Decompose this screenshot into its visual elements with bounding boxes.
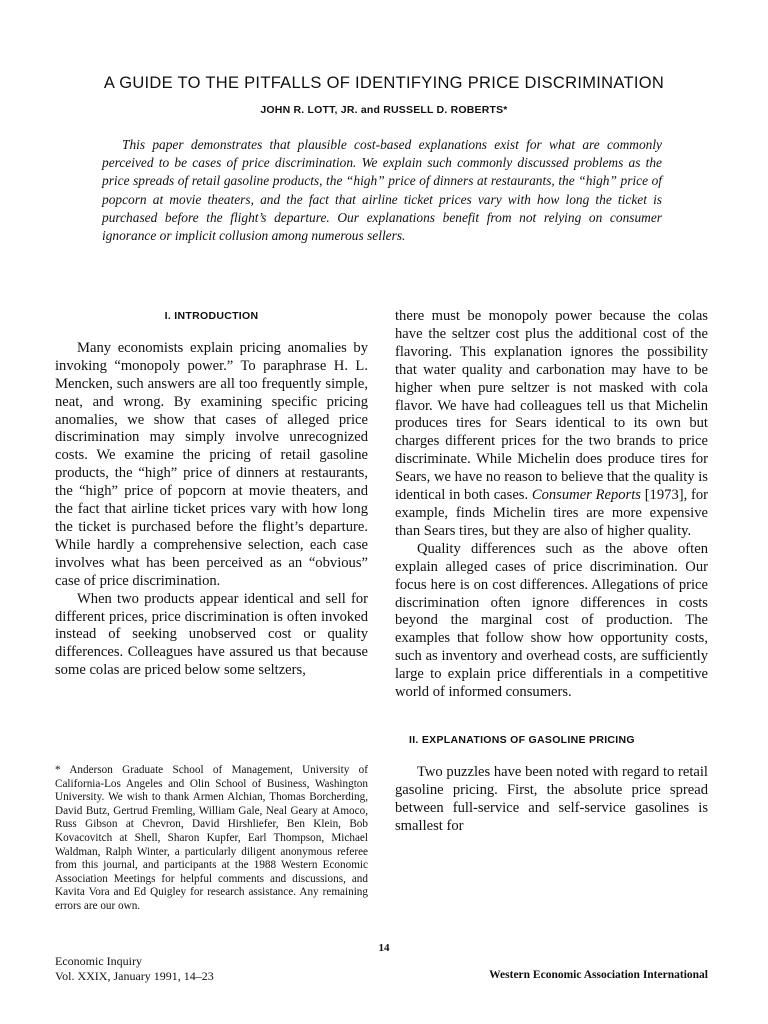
section-heading-introduction: I. INTRODUCTION [164,310,259,322]
publisher-name: Western Economic Association International [489,969,708,981]
page-number: 14 [378,942,390,954]
intro-paragraph-3 [395,308,708,541]
intro-paragraph-3-text-a: there must be monopoly power because the colas have the seltzer cost plus the additional cost of the flavoring. This explanation ignores the possibility that water quality and carbonation may have to be higher when pure seltzer is not masked with cola flavor. We have had colleagues tell us that Michelin produces tires for Sears identical to its own but charges different prices for the two brands to price discriminate. While Michelin does produce tires for Sears, we have no reason to believe that the quality is identical in both cases. [395,308,708,504]
gasoline-paragraph-1: Two puzzles have been noted with regard to retail gasoline pricing. First, the absolute price spread between full-service and self-service gasolines is smallest for [395,763,708,834]
intro-paragraph-1: Many economists explain pricing anomalies by invoking “monopoly power.” To paraphrase H. L. Mencken, such answers are all too frequently simple, neat, and wrong. By examining specific pricing anomalies, we show that cases of alleged price discrimination may simply involve unrecognized costs. We examine the pricing of retail gasoline products, the “high” price of dinners at restaurants, the “high” price of popcorn at movie theaters, and the fact that airline ticket prices vary with how long the ticket is purchased before the flight’s departure. While hardly a comprehensive selection, each case involves what has been perceived as an “obvious” case of price discrimination. [55,339,368,589]
abstract-text: This paper demonstrates that plausible cost-based explanations exist for what are commonly perceived to be cases of price discrimination. We explain such commonly discussed problems as the price spreads of retail gasoline products, the “high” price of dinners at restaurants, the “high” price of popcorn at movie theaters, and the fact that airline ticket prices vary with how long the ticket is purchased before the flight’s departure. Our explanations benefit from not relying on consumer ignorance or implicit collusion among numerous sellers. [102,137,662,244]
paper-title: A GUIDE TO THE PITFALLS OF IDENTIFYING PRICE DISCRIMINATION [103,74,665,92]
intro-paragraph-3-text-b: [1973], for example, finds Michelin tires are more expensive than Sears tires, but they are also of higher quality. [395,487,708,539]
right-column [395,308,708,835]
paper-authors: JOHN R. LOTT, JR. and RUSSELL D. ROBERTS* [260,104,508,116]
author-footnote: * Anderson Graduate School of Management, University of California-Los Angeles and Olin School of Business, Washington University. We wish to thank Armen Alchian, Thomas Borcherding, David Butz, Gertrud Fremling, William Gale, Neal Geary at Amoco, Russ Gibson at Chevron, David Hirshliefer, Ben Klein, Bob Kovacovitch at Shell, Sharon Kupfer, Earl Thompson, Michael Waldman, Ralph Winter, a particularly diligent anonymous referee from this journal, and participants at the 1988 Western Economic Association Meetings for helpful comments and discussions, and Kavita Vora and Ed Quigley for research assistance. Any remaining errors are our own. [55,764,368,912]
section-heading-gasoline: II. EXPLANATIONS OF GASOLINE PRICING [409,733,635,746]
journal-volume: Vol. XXIX, January 1991, 14–23 [55,969,214,983]
intro-paragraph-4: Quality differences such as the above often explain alleged cases of price discrimination. Our focus here is on cost differences. Allegations of price discrimination often ignore differences in costs beyond the marginal cost of production. The examples that follow show how opportunity costs, such as inventory and overhead costs, are sufficiently large to explain price differentials in a competitive world of informed consumers. [395,540,708,701]
citation-consumer-reports: Consumer Reports [531,487,641,504]
abstract [102,136,662,245]
left-column [55,308,368,680]
journal-citation [55,954,214,984]
intro-paragraph-2: When two products appear identical and sell for different prices, price discrimination is often invoked instead of seeking unobserved cost or quality differences. Colleagues have assured us that because some colas are priced below some seltzers, [55,590,368,679]
journal-name: Economic Inquiry [55,954,142,968]
